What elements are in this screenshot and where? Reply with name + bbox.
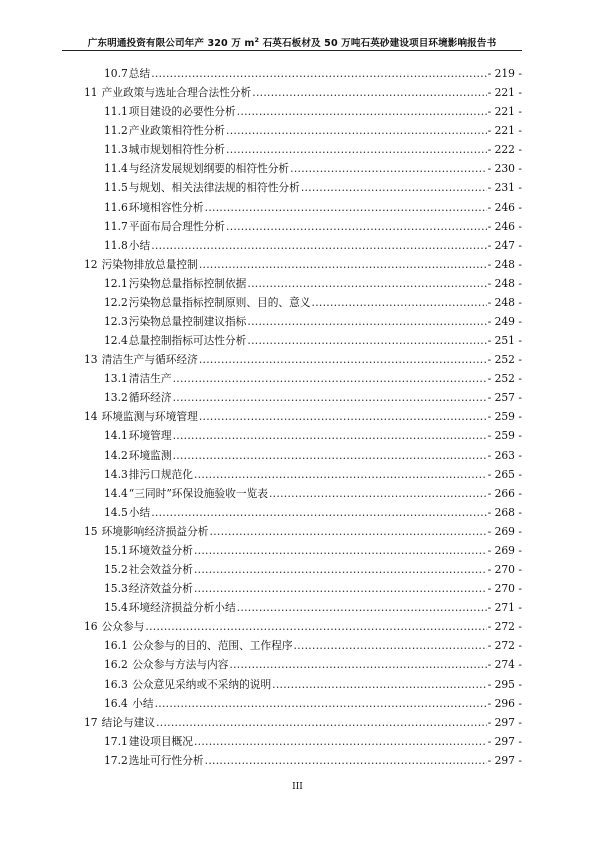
toc-entry-page-number: - 248 - (487, 276, 522, 290)
toc-entry-number: 14.5 (104, 505, 128, 519)
toc-dot-leader (210, 525, 487, 538)
toc-entry-title: 小结 (128, 696, 154, 710)
toc-entry-title: 平面布局合理性分析 (128, 219, 225, 233)
toc-entry-number: 11 (84, 86, 98, 100)
toc-entry-number: 11.3 (104, 143, 128, 157)
toc-entry-title: 环境效益分析 (128, 543, 193, 557)
running-header (62, 35, 522, 49)
toc-entry-page-number: - 259 - (487, 429, 522, 443)
toc-entry-page-number: - 221 - (487, 86, 522, 100)
toc-section-entry[interactable] (62, 66, 522, 85)
toc-entry-number: 17 (84, 715, 98, 729)
toc-entry-title: 与规划、相关法律法规的相符性分析 (128, 181, 300, 195)
toc-dot-leader (145, 620, 486, 633)
toc-dot-leader (252, 86, 486, 99)
toc-entry-page-number: - 252 - (487, 372, 522, 386)
toc-entry-title: 公众参与方法与内容 (128, 658, 229, 672)
toc-entry-page-number: - 270 - (487, 563, 522, 577)
toc-entry-title: 小结 (128, 238, 151, 252)
toc-dot-leader (272, 678, 486, 691)
toc-dot-leader (151, 506, 486, 519)
toc-entry-page-number: - 297 - (487, 734, 522, 748)
toc-section-entry[interactable] (62, 448, 522, 467)
toc-chapter-entry[interactable] (62, 524, 522, 543)
toc-section-entry[interactable] (62, 696, 522, 715)
toc-section-entry[interactable] (62, 180, 522, 199)
toc-entry-title: 产业政策相符性分析 (128, 124, 225, 138)
toc-section-entry[interactable] (62, 505, 522, 524)
toc-entry-number: 13.1 (104, 372, 128, 386)
toc-entry-number: 13 (84, 353, 98, 367)
toc-entry-page-number: - 231 - (487, 181, 522, 195)
toc-entry-title: 环境监测与环境管理 (101, 410, 198, 424)
toc-dot-leader (194, 735, 487, 748)
toc-dot-leader (205, 201, 487, 214)
toc-section-entry[interactable] (62, 467, 522, 486)
toc-dot-leader (194, 544, 487, 557)
toc-entry-page-number: - 222 - (487, 143, 522, 157)
toc-entry-title: 清洁生产与循环经济 (101, 353, 198, 367)
toc-entry-title: “三同时”环保设施验收一览表 (128, 486, 268, 500)
toc-entry-title: 污染物总量指标控制原则、目的、意义 (128, 295, 311, 309)
toc-entry-page-number: - 248 - (487, 295, 522, 309)
toc-entry-number: 11.4 (104, 162, 128, 176)
toc-entry-number: 11.1 (104, 105, 128, 119)
toc-entry-title: 建设项目概况 (128, 734, 193, 748)
toc-entry-title: 污染物总量指标控制依据 (128, 276, 247, 290)
toc-entry-title: 结论与建议 (101, 715, 156, 729)
toc-dot-leader (226, 220, 487, 233)
header-rule (62, 50, 522, 51)
toc-section-entry[interactable] (62, 677, 522, 696)
toc-section-entry[interactable] (62, 486, 522, 505)
header-title-post: 石英石板材及 50 万吨石英砂建设项目环境影响报告书 (259, 38, 497, 49)
toc-entry-page-number: - 270 - (487, 582, 522, 596)
toc-entry-title: 污染物总量控制建议指标 (128, 315, 247, 329)
toc-entry-title: 城市规划相符性分析 (128, 143, 225, 157)
toc-entry-page-number: - 297 - (487, 753, 522, 767)
toc-dot-leader (269, 487, 487, 500)
toc-entry-page-number: - 296 - (487, 696, 522, 710)
toc-section-entry[interactable] (62, 390, 522, 409)
toc-entry-number: 15.2 (104, 563, 128, 577)
toc-entry-page-number: - 271 - (487, 601, 522, 615)
toc-entry-title: 经济效益分析 (128, 582, 193, 596)
toc-entry-title: 环境相容性分析 (128, 200, 204, 214)
toc-dot-leader (199, 258, 487, 271)
toc-entry-number: 15.3 (104, 582, 128, 596)
toc-entry-page-number: - 295 - (487, 677, 522, 691)
toc-entry-number: 12 (84, 257, 98, 271)
toc-section-entry[interactable] (62, 753, 522, 772)
toc-entry-number: 16.2 (104, 658, 128, 672)
toc-entry-page-number: - 251 - (487, 334, 522, 348)
toc-section-entry[interactable] (62, 657, 522, 676)
toc-dot-leader (229, 658, 486, 671)
toc-dot-leader (173, 391, 487, 404)
toc-chapter-entry[interactable] (62, 352, 522, 371)
toc-dot-leader (301, 181, 487, 194)
toc-entry-number: 12.1 (104, 276, 128, 290)
toc-entry-number: 13.2 (104, 391, 128, 405)
toc-chapter-entry[interactable] (62, 619, 522, 638)
toc-section-entry[interactable] (62, 581, 522, 600)
toc-chapter-entry[interactable] (62, 409, 522, 428)
toc-entry-page-number: - 263 - (487, 448, 522, 462)
toc-entry-page-number: - 272 - (487, 620, 522, 634)
toc-entry-page-number: - 266 - (487, 486, 522, 500)
toc-entry-title: 公众意见采纳或不采纳的说明 (128, 677, 272, 691)
toc-entry-number: 16.1 (104, 639, 128, 653)
toc-entry-title: 污染物排放总量控制 (101, 257, 198, 271)
toc-entry-page-number: - 252 - (487, 353, 522, 367)
toc-entry-page-number: - 219 - (487, 67, 522, 80)
toc-section-entry[interactable] (62, 295, 522, 314)
toc-entry-page-number: - 297 - (487, 715, 522, 729)
toc-entry-number: 12.4 (104, 334, 128, 348)
toc-section-entry[interactable] (62, 543, 522, 562)
toc-section-entry[interactable] (62, 428, 522, 447)
table-of-contents (62, 66, 522, 772)
toc-entry-page-number: - 268 - (487, 505, 522, 519)
toc-dot-leader (194, 582, 487, 595)
header-title-superscript: 2 (254, 35, 260, 44)
toc-entry-page-number: - 269 - (487, 524, 522, 538)
toc-dot-leader (312, 296, 487, 309)
toc-section-entry[interactable] (62, 562, 522, 581)
toc-entry-number: 11.5 (104, 181, 128, 195)
toc-entry-page-number: - 221 - (487, 105, 522, 119)
toc-entry-page-number: - 221 - (487, 124, 522, 138)
toc-section-entry[interactable] (62, 142, 522, 161)
toc-entry-page-number: - 257 - (487, 391, 522, 405)
toc-dot-leader (205, 754, 487, 767)
toc-dot-leader (199, 410, 487, 423)
toc-dot-leader (151, 67, 486, 80)
toc-entry-number: 17.1 (104, 734, 128, 748)
toc-dot-leader (194, 563, 487, 576)
toc-dot-leader (247, 315, 486, 328)
toc-chapter-entry[interactable] (62, 257, 522, 276)
toc-dot-leader (173, 429, 487, 442)
toc-section-entry[interactable] (62, 314, 522, 333)
toc-section-entry[interactable] (62, 734, 522, 753)
toc-dot-leader (294, 639, 487, 652)
toc-entry-number: 11.6 (104, 200, 128, 214)
toc-dot-leader (155, 697, 487, 710)
toc-section-entry[interactable] (62, 276, 522, 295)
toc-dot-leader (194, 468, 487, 481)
toc-entry-number: 16.4 (104, 696, 128, 710)
toc-section-entry[interactable] (62, 123, 522, 142)
toc-dot-leader (237, 105, 487, 118)
toc-entry-number: 12.3 (104, 315, 128, 329)
toc-entry-number: 11.2 (104, 124, 128, 138)
toc-dot-leader (290, 162, 486, 175)
toc-entry-number: 16.3 (104, 677, 128, 691)
toc-entry-title: 社会效益分析 (128, 563, 193, 577)
toc-entry-title: 清洁生产 (128, 372, 172, 386)
toc-section-entry[interactable] (62, 104, 522, 123)
header-title-pre: 广东明通投资有限公司年产 320 万 m (87, 38, 255, 49)
toc-entry-page-number: - 230 - (487, 162, 522, 176)
toc-dot-leader (247, 334, 486, 347)
toc-dot-leader (237, 601, 487, 614)
toc-entry-title: 总结 (128, 67, 151, 80)
toc-entry-page-number: - 272 - (487, 639, 522, 653)
toc-entry-title: 环境管理 (128, 429, 172, 443)
toc-entry-page-number: - 247 - (487, 238, 522, 252)
toc-entry-title: 环境影响经济损益分析 (101, 524, 209, 538)
toc-entry-number: 15.4 (104, 601, 128, 615)
toc-dot-leader (199, 353, 487, 366)
toc-section-entry[interactable] (62, 238, 522, 257)
toc-entry-number: 14.1 (104, 429, 128, 443)
toc-entry-title: 产业政策与选址合理合法性分析 (101, 86, 252, 100)
toc-chapter-entry[interactable] (62, 715, 522, 734)
toc-entry-title: 项目建设的必要性分析 (128, 105, 236, 119)
toc-entry-number: 14.4 (104, 486, 128, 500)
toc-entry-page-number: - 269 - (487, 543, 522, 557)
toc-entry-number: 12.2 (104, 295, 128, 309)
toc-entry-number: 15 (84, 524, 98, 538)
page-number-footer: III (292, 782, 303, 792)
toc-entry-title: 公众参与 (101, 620, 145, 634)
toc-entry-number: 15.1 (104, 543, 128, 557)
toc-entry-number: 16 (84, 620, 98, 634)
toc-entry-title: 公众参与的目的、范围、工作程序 (128, 639, 293, 653)
toc-entry-page-number: - 265 - (487, 467, 522, 481)
toc-entry-title: 总量控制指标可达性分析 (128, 334, 247, 348)
toc-dot-leader (226, 124, 487, 137)
toc-dot-leader (226, 143, 487, 156)
toc-entry-title: 环境监测 (128, 448, 172, 462)
toc-entry-number: 14.2 (104, 448, 128, 462)
toc-section-entry[interactable] (62, 219, 522, 238)
toc-entry-page-number: - 246 - (487, 200, 522, 214)
toc-entry-title: 与经济发展规划纲要的相符性分析 (128, 162, 290, 176)
toc-dot-leader (151, 239, 486, 252)
toc-entry-title: 选址可行性分析 (128, 753, 204, 767)
toc-entry-title: 排污口规范化 (128, 467, 193, 481)
toc-entry-page-number: - 248 - (487, 257, 522, 271)
toc-section-entry[interactable] (62, 200, 522, 219)
toc-entry-title: 循环经济 (128, 391, 172, 405)
toc-entry-number: 10.7 (104, 67, 128, 80)
toc-entry-number: 11.7 (104, 219, 128, 233)
toc-dot-leader (247, 277, 486, 290)
toc-entry-page-number: - 259 - (487, 410, 522, 424)
toc-dot-leader (173, 372, 487, 385)
toc-chapter-entry[interactable] (62, 85, 522, 104)
toc-entry-number: 11.8 (104, 238, 128, 252)
toc-entry-page-number: - 249 - (487, 315, 522, 329)
toc-dot-leader (173, 449, 487, 462)
toc-section-entry[interactable] (62, 600, 522, 619)
toc-entry-page-number: - 274 - (487, 658, 522, 672)
toc-entry-number: 17.2 (104, 753, 128, 767)
toc-entry-number: 14 (84, 410, 98, 424)
toc-entry-title: 环境经济损益分析小结 (128, 601, 236, 615)
toc-section-entry[interactable] (62, 371, 522, 390)
toc-section-entry[interactable] (62, 333, 522, 352)
toc-section-entry[interactable] (62, 638, 522, 657)
toc-dot-leader (156, 716, 487, 729)
toc-section-entry[interactable] (62, 161, 522, 180)
toc-entry-title: 小结 (128, 505, 151, 519)
toc-entry-page-number: - 246 - (487, 219, 522, 233)
toc-entry-number: 14.3 (104, 467, 128, 481)
